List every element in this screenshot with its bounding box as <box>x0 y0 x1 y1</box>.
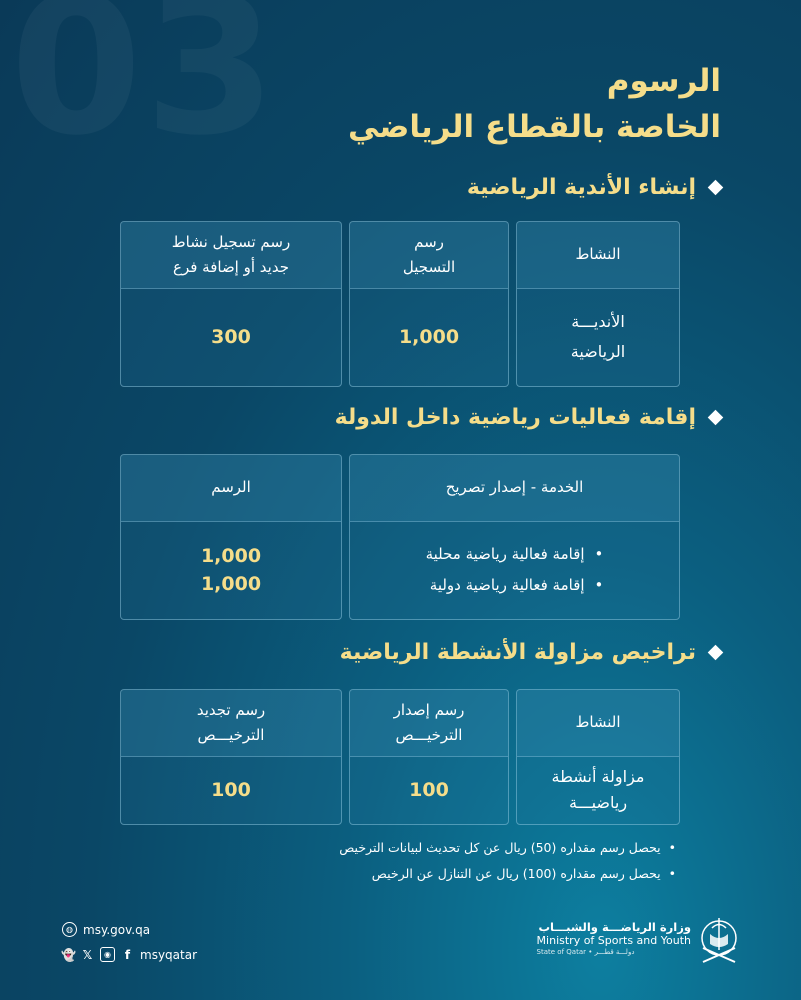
clubs-reg-fee-column <box>349 221 509 387</box>
fee-value: 100 <box>211 779 251 801</box>
diamond-bullet-icon <box>708 410 724 426</box>
page-title-line2: الخاصة بالقطاع الرياضي <box>348 109 721 145</box>
fee-value: 1,000 <box>398 326 460 348</box>
clubs-new-activity-cell <box>121 288 341 386</box>
column-header <box>350 222 508 289</box>
cell-line: الرياضية <box>570 342 626 361</box>
clubs-new-activity-column <box>120 221 342 387</box>
column-header <box>350 690 508 757</box>
facebook-icon[interactable]: f <box>124 947 131 962</box>
snapchat-icon[interactable]: 👻 <box>61 947 76 962</box>
footer-contacts <box>62 922 197 972</box>
fee-list <box>201 545 261 595</box>
section-heading-clubs <box>467 175 721 200</box>
header-line: التسجيل <box>402 258 456 276</box>
background-number <box>10 0 278 162</box>
ministry-logo <box>537 912 739 964</box>
cell-line: رياضيـــة <box>568 793 628 812</box>
x-icon[interactable]: 𝕏 <box>82 947 93 962</box>
section-heading-text: إنشاء الأندية الرياضية <box>466 175 696 200</box>
cell-line: الأنديـــة <box>571 311 625 331</box>
section-heading-events <box>335 405 721 430</box>
note-item: • يحصل رسم مقداره (100) ريال عن التنازل عن الرخيص <box>339 861 676 887</box>
website-row <box>62 922 197 937</box>
list-item: • إقامة فعالية رياضية دولية <box>426 570 604 602</box>
column-header: الخدمة - إصدار تصريح <box>350 455 679 522</box>
licenses-issue-column <box>349 689 509 825</box>
fee-value: 100 <box>409 779 449 801</box>
qatar-emblem-icon <box>699 912 739 964</box>
licenses-activity-column <box>516 689 680 825</box>
licenses-renew-column <box>120 689 342 825</box>
column-header <box>121 690 341 757</box>
website-link[interactable]: msy.gov.qa <box>83 922 151 937</box>
clubs-activity-column <box>516 221 680 387</box>
header-line: الترخيـــص <box>197 726 265 744</box>
licenses-issue-cell <box>350 756 508 824</box>
diamond-bullet-icon <box>708 645 724 661</box>
section-heading-text: تراخيص مزاولة الأنشطة الرياضية <box>339 640 696 665</box>
column-header: النشاط <box>517 690 679 757</box>
cell-line: مزاولة أنشطة <box>551 767 645 787</box>
fee-value: 1,000 <box>200 545 262 567</box>
logo-text <box>537 920 691 957</box>
events-service-cell <box>350 521 679 619</box>
licenses-renew-cell <box>121 756 341 824</box>
section-heading-licenses <box>340 640 721 665</box>
clubs-activity-cell <box>517 288 679 386</box>
header-line: رسم <box>414 232 444 251</box>
events-list <box>426 539 604 602</box>
fee-value: 1,000 <box>200 573 262 595</box>
licenses-activity-cell <box>517 756 679 824</box>
events-fee-cell <box>121 521 341 619</box>
section-heading-text: إقامة فعاليات رياضية داخل الدولة <box>334 405 696 430</box>
header-line: الترخيـــص <box>395 726 463 744</box>
diamond-bullet-icon <box>708 180 724 196</box>
fee-notes <box>339 835 676 888</box>
header-line: رسم تجديد <box>196 700 266 719</box>
column-header: النشاط <box>517 222 679 289</box>
events-service-column <box>349 454 680 620</box>
clubs-reg-fee-cell <box>350 288 508 386</box>
globe-icon: ◍ <box>62 922 77 937</box>
ministry-name-ar: وزارة الرياضـــة والشبـــاب <box>538 919 691 934</box>
state-label: State of Qatar • دولـــة قطـــر <box>536 947 635 956</box>
header-line: رسم تسجيل نشاط <box>171 232 291 251</box>
events-fee-column <box>120 454 342 620</box>
instagram-icon[interactable]: ◉ <box>100 947 115 962</box>
header-line: جديد أو إضافة فرع <box>173 258 289 276</box>
note-item: • يحصل رسم مقداره (50) ريال عن كل تحديث لبيانات الترخيص <box>339 835 676 861</box>
header-line: رسم إصدار <box>393 700 465 719</box>
list-item: • إقامة فعالية رياضية محلية <box>426 539 604 571</box>
social-handle[interactable]: msyqatar <box>140 947 198 962</box>
ministry-name-en: Ministry of Sports and Youth <box>536 933 691 947</box>
column-header: الرسم <box>121 455 341 522</box>
fee-value: 300 <box>211 326 251 348</box>
page-title-line1: الرسوم <box>606 63 721 99</box>
column-header <box>121 222 341 289</box>
social-row <box>62 947 197 962</box>
